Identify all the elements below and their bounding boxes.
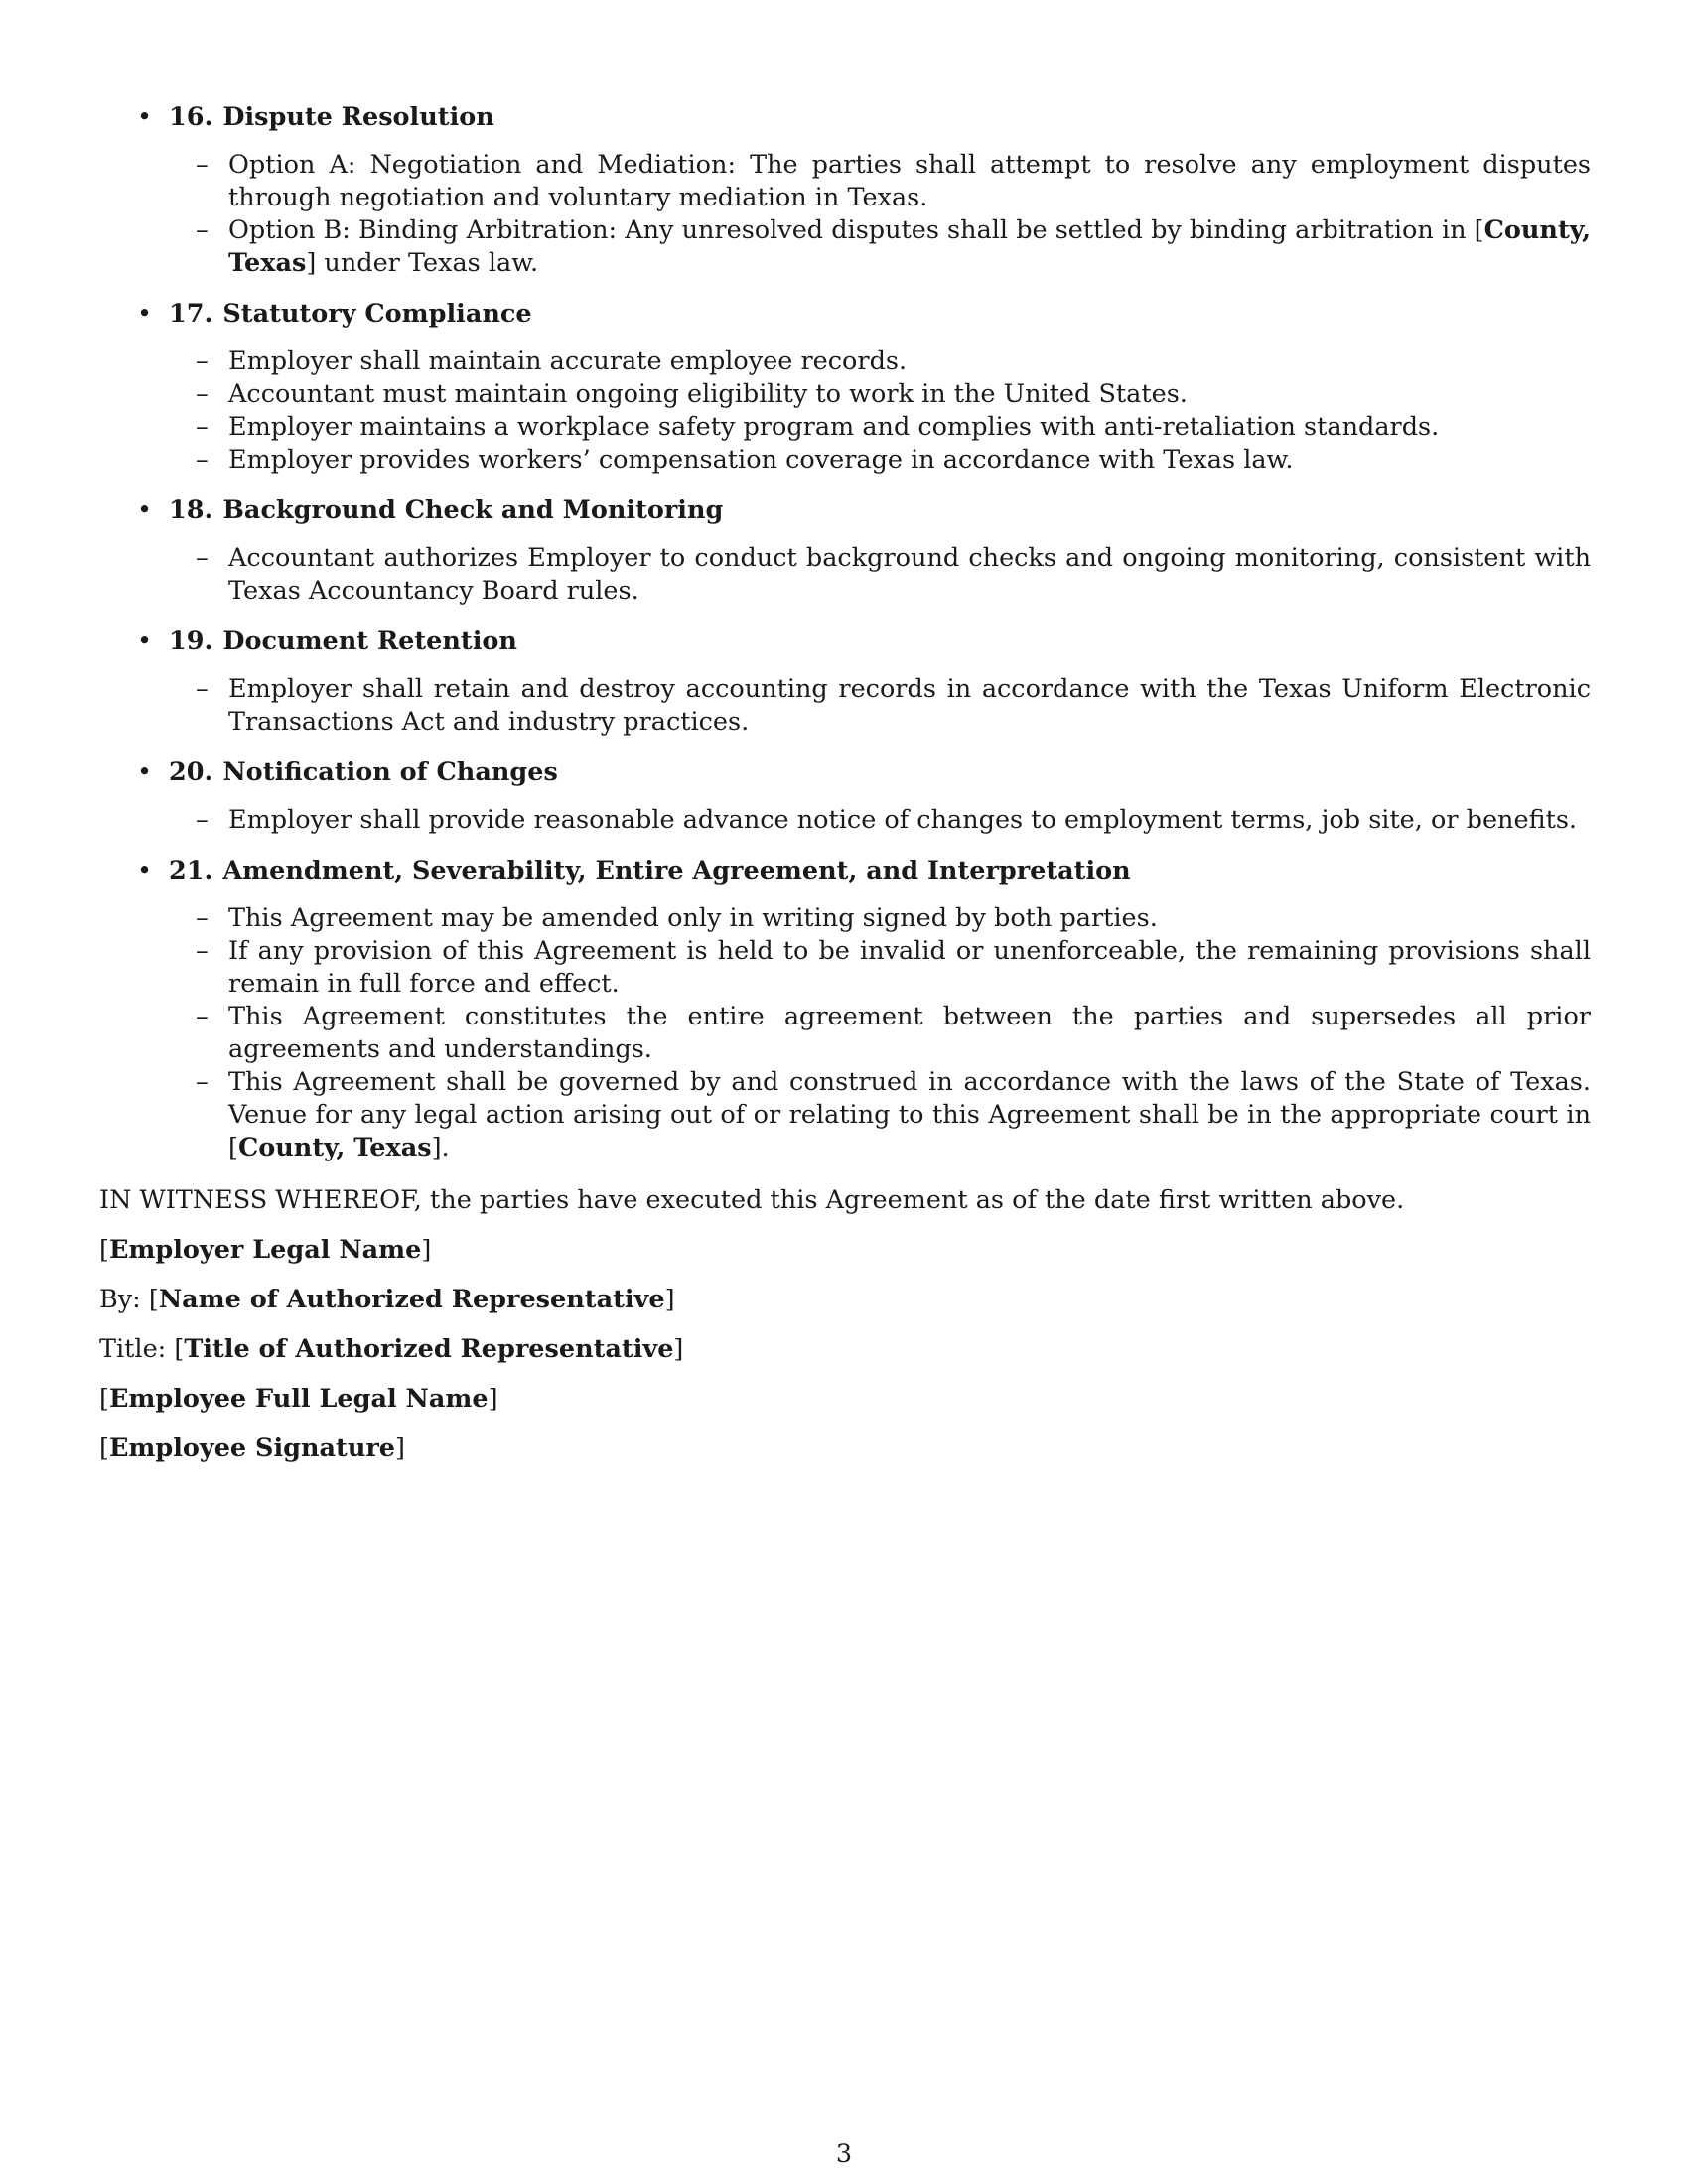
section [99, 296, 1591, 477]
section-number: 20. [169, 757, 213, 787]
clause-item [99, 214, 1591, 280]
bullet-icon: • [137, 856, 153, 886]
clause-item [99, 444, 1591, 477]
clause-text: This Agreement constitutes the entire agreement between the parties and supersedes all prior agreements and understandings. [228, 1002, 1591, 1064]
representative-name: Name of Authorized Representative [158, 1285, 665, 1314]
clause-item [99, 902, 1591, 935]
clause-text: Employer shall maintain accurate employee records. [228, 346, 908, 376]
clause-placeholder: County, Texas [228, 215, 1591, 278]
by-label: By: [99, 1285, 141, 1314]
dash-icon: – [196, 215, 209, 245]
witness-statement: IN WITNESS WHEREOF, the parties have executed this Agreement as of the date first written above. [99, 1185, 1405, 1215]
section-number: 19. [169, 626, 213, 656]
clause-item [99, 935, 1591, 1001]
section-heading [99, 296, 1591, 332]
section-title: Notification of Changes [222, 757, 558, 787]
clause-list [99, 673, 1591, 739]
dash-icon: – [196, 346, 209, 376]
clause-list [99, 149, 1591, 280]
section-title: Background Check and Monitoring [222, 495, 724, 525]
clause-list [99, 902, 1591, 1164]
clause-list [99, 542, 1591, 608]
clause-text: Option B: Binding Arbitration: Any unresolved disputes shall be settled by binding arbitration in [ [228, 215, 1484, 245]
section [99, 853, 1591, 1164]
by-line: By: [Name of Authorized Representative] [99, 1285, 675, 1314]
employee-name: Employee Full Legal Name [108, 1384, 489, 1414]
section-heading [99, 853, 1591, 888]
section-title: Document Retention [222, 626, 517, 656]
clause-item [99, 345, 1591, 378]
bullet-icon: • [137, 299, 153, 329]
clause-text: Accountant must maintain ongoing eligibility to work in the United States. [228, 379, 1188, 409]
employer-name: Employer Legal Name [108, 1235, 422, 1265]
representative-title: Title of Authorized Representative [184, 1334, 674, 1364]
clause-item [99, 542, 1591, 608]
section [99, 492, 1591, 608]
dash-icon: – [196, 1067, 209, 1097]
dash-icon: – [196, 150, 209, 180]
section-heading [99, 623, 1591, 659]
clause-text: Employer shall retain and destroy accounting records in accordance with the Texas Uniform Electronic Transactions Act and industry practices. [228, 674, 1591, 737]
employer-name-line: [Employer Legal Name] [99, 1235, 432, 1265]
dash-icon: – [196, 936, 209, 966]
bullet-icon: • [137, 102, 153, 132]
clause-text: If any provision of this Agreement is held to be invalid or unenforceable, the remaining provisions shall remain in full force and effect. [228, 936, 1591, 999]
clause-list [99, 345, 1591, 477]
dash-icon: – [196, 412, 209, 442]
clause-item [99, 149, 1591, 214]
clause-text: This Agreement may be amended only in writing signed by both parties. [228, 903, 1158, 933]
section [99, 99, 1591, 280]
clause-text: Accountant authorizes Employer to conduct background checks and ongoing monitoring, consistent with Texas Accountancy Board rules. [228, 543, 1591, 606]
bullet-icon: • [137, 495, 153, 525]
bullet-icon: • [137, 626, 153, 656]
bullet-icon: • [137, 757, 153, 787]
section-title: Amendment, Severability, Entire Agreement, and Interpretation [222, 856, 1131, 886]
clause-item [99, 411, 1591, 444]
dash-icon: – [196, 674, 209, 704]
document-page [99, 99, 1591, 1466]
sections-list [99, 99, 1591, 1164]
dash-icon: – [196, 543, 209, 573]
clause-text: Option A: Negotiation and Mediation: The parties shall attempt to resolve any employment disputes through negotiation and voluntary mediation in Texas. [228, 150, 1591, 212]
clause-list [99, 804, 1591, 837]
clause-item [99, 1001, 1591, 1066]
dash-icon: – [196, 903, 209, 933]
section-title: Statutory Compliance [222, 299, 532, 329]
clause-item [99, 378, 1591, 411]
section [99, 623, 1591, 739]
dash-icon: – [196, 445, 209, 475]
title-label: Title: [99, 1334, 167, 1364]
employee-signature-line: [Employee Signature] [99, 1433, 405, 1463]
clause-placeholder: County, Texas [237, 1133, 432, 1162]
section [99, 754, 1591, 837]
section-heading [99, 99, 1591, 135]
section-heading [99, 492, 1591, 528]
dash-icon: – [196, 805, 209, 835]
clause-text: Employer maintains a workplace safety program and complies with anti-retaliation standards. [228, 412, 1440, 442]
clause-text-end: ] under Texas law. [306, 248, 539, 278]
section-number: 21. [169, 856, 213, 886]
page-number: 3 [835, 2139, 853, 2169]
dash-icon: – [196, 379, 209, 409]
clause-text: This Agreement shall be governed by and construed in accordance with the laws of the State of Texas. Venue for any legal action arising out of or relating to this Agreement shall be in the appropriate court in [ [228, 1067, 1591, 1162]
dash-icon: – [196, 1002, 209, 1031]
section-heading [99, 754, 1591, 790]
employee-name-line: [Employee Full Legal Name] [99, 1384, 498, 1414]
clause-text-end: ]. [431, 1133, 450, 1162]
employee-signature: Employee Signature [108, 1433, 396, 1463]
clause-item [99, 804, 1591, 837]
clause-item [99, 1066, 1591, 1164]
section-title: Dispute Resolution [222, 102, 494, 132]
title-line: Title: [Title of Authorized Representative] [99, 1334, 684, 1364]
clause-text: Employer provides workers’ compensation coverage in accordance with Texas law. [228, 445, 1294, 475]
clause-text: Employer shall provide reasonable advance notice of changes to employment terms, job site, or benefits. [228, 805, 1578, 835]
section-number: 16. [169, 102, 213, 132]
section-number: 17. [169, 299, 213, 329]
section-number: 18. [169, 495, 213, 525]
clause-item [99, 673, 1591, 739]
